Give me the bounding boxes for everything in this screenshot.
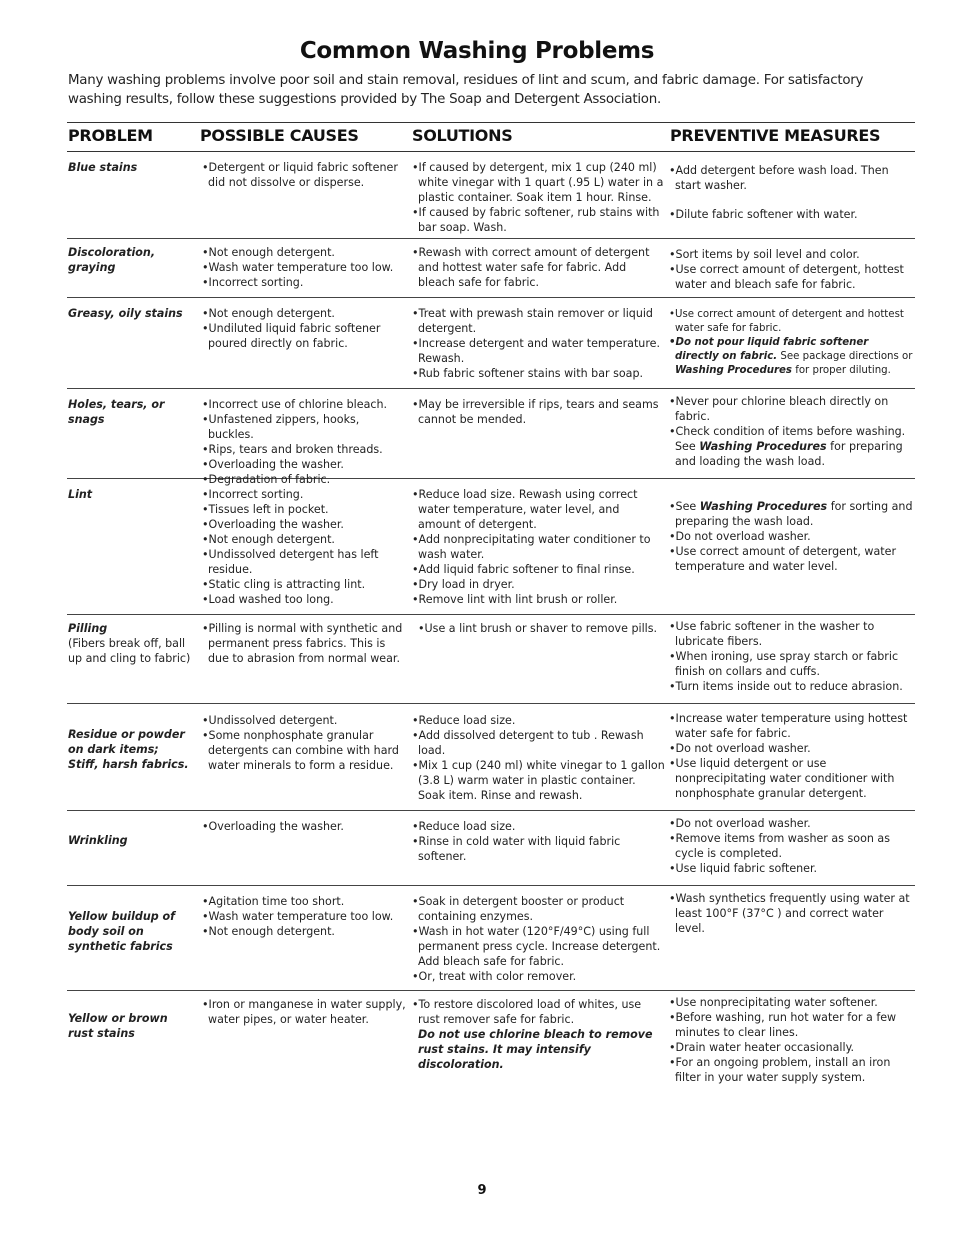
prevention-cell: •Use correct amount of detergent and hottest water safe for fabric. •Do not pour liquid fabric softener directly on fabric. See package directions or Washing Procedures for proper diluting. [669, 309, 913, 376]
page-number: 9 [477, 1183, 487, 1198]
header-problem: PROBLEM [68, 126, 153, 145]
problem-cell: Residue or powder on dark items; Stiff, harsh fabrics. [68, 728, 189, 771]
prevention-cell: •Do not overload washer. •Remove items from washer as soon as cycle is completed. •Use liquid fabric softener. [669, 817, 890, 875]
problem-cell: Pilling (Fibers break off, ball up and cling to fabric) [68, 622, 191, 665]
solutions-cell: •If caused by detergent, mix 1 cup (240 ml) white vinegar with 1 quart (.95 L) water in a plastic container. Soak item 1 hour. Rinse. •If caused by fabric softener, rub stains with bar soap. Wash. [412, 161, 664, 234]
solutions-cell: •Treat with prewash stain remover or liquid detergent. •Increase detergent and water temperature. Rewash. •Rub fabric softener stains with bar soap. [412, 307, 660, 380]
solutions-cell: •Soak in detergent booster or product containing enzymes. •Wash in hot water (120°F/49°C) using full permanent press cycle. Increase detergent. Add bleach safe for fabric. •Or, treat with color remover. [412, 895, 661, 983]
intro-paragraph: Many washing problems involve poor soil and stain removal, residues of lint and scum, and fabric damage. For satisfactory washing results, follow these suggestions provided by The Soap and Detergent Association. [68, 73, 864, 107]
table-row [67, 479, 915, 615]
table-row [67, 811, 915, 886]
problem-cell: Discoloration, graying [68, 246, 156, 274]
table-row [67, 298, 915, 389]
solutions-cell: •Reduce load size. •Rinse in cold water with liquid fabric softener. [412, 820, 621, 863]
prevention-cell: •See Washing Procedures for sorting and preparing the wash load. •Do not overload washer. •Use correct amount of detergent, water temperature and water level. [669, 500, 913, 573]
prevention-cell: •Sort items by soil level and color. •Use correct amount of detergent, hottest water and bleach safe for fabric. [669, 248, 904, 291]
washing-problems-table [67, 122, 915, 1101]
solutions-cell: •To restore discolored load of whites, use rust remover safe for fabric. Do not use chlorine bleach to remove rust stains. It may intensify discoloration. [410, 997, 665, 1072]
causes-cell: •Incorrect sorting. •Tissues left in pocket. •Overloading the washer. •Not enough detergent. •Undissolved detergent has left residue. •Static cling is attracting lint. •Load washed too long. [202, 488, 379, 606]
causes-cell: •Overloading the washer. [202, 820, 344, 833]
causes-cell: •Iron or manganese in water supply, water pipes, or water heater. [202, 998, 406, 1026]
table-header [67, 123, 915, 152]
causes-cell: •Agitation time too short. •Wash water temperature too low. •Not enough detergent. [202, 895, 394, 938]
solutions-cell: •Use a lint brush or shaver to remove pills. [418, 622, 658, 635]
problem-cell: Blue stains [68, 161, 138, 174]
problem-cell: Yellow or brown rust stains [68, 1012, 168, 1040]
header-causes: POSSIBLE CAUSES [200, 126, 359, 145]
problem-cell: Yellow buildup of body soil on synthetic fabrics [68, 910, 175, 953]
prevention-cell: •Use fabric softener in the washer to lubricate fibers. •When ironing, use spray starch or fabric finish on collars and cuffs. •Turn items inside out to reduce abrasion. [669, 620, 903, 693]
causes-cell: •Undissolved detergent. •Some nonphosphate granular detergents can combine with hard water minerals to form a residue. [202, 714, 399, 772]
problem-cell: Wrinkling [68, 834, 128, 847]
causes-cell: •Incorrect use of chlorine bleach. •Unfastened zippers, hooks, buckles. •Rips, tears and broken threads. •Overloading the washer. •Degradation of fabric. [202, 398, 388, 486]
prevention-cell: •Wash synthetics frequently using water at least 100°F (37°C ) and correct water level. [669, 892, 910, 935]
solutions-cell: •Reduce load size. •Add dissolved detergent to tub . Rewash load. •Mix 1 cup (240 ml) white vinegar to 1 gallon (3.8 L) warm water in plastic container. Soak item. Rinse and rewash. [412, 714, 665, 802]
table-row [67, 615, 915, 704]
table-row [67, 389, 915, 486]
prevention-cell: •Add detergent before wash load. Then start washer. •Dilute fabric softener with water. [669, 164, 889, 221]
causes-cell: •Detergent or liquid fabric softener did not dissolve or disperse. [202, 161, 398, 189]
page-title: Common Washing Problems [299, 38, 655, 64]
problem-cell: Lint [68, 488, 93, 501]
solutions-cell: •Reduce load size. Rewash using correct water temperature, water level, and amount of detergent. •Add nonprecipitating water conditioner to wash water. •Add liquid fabric softener to final rinse. •Dry load in dryer. •Remove lint with lint brush or roller. [412, 488, 651, 606]
table-row [67, 152, 915, 239]
solutions-cell: •May be irreversible if rips, tears and seams cannot be mended. [412, 398, 659, 426]
table-row [67, 991, 915, 1101]
header-prevention: PREVENTIVE MEASURES [670, 126, 881, 145]
prevention-cell: •Never pour chlorine bleach directly on fabric. •Check condition of items before washing. See Washing Procedures for preparing and loading the wash load. [669, 395, 906, 468]
problem-cell: Greasy, oily stains [68, 307, 183, 320]
solutions-cell: •Rewash with correct amount of detergent and hottest water safe for fabric. Add bleach safe for fabric. [412, 246, 650, 289]
problem-cell: Holes, tears, or snags [68, 398, 165, 426]
table-row [67, 239, 915, 298]
rust-warning: Do not use chlorine bleach to remove rust stains. It may intensify discoloration. [418, 1028, 653, 1071]
prevention-cell: •Use nonprecipitating water softener. •Before washing, run hot water for a few minutes to clear lines. •Drain water heater occasionally. •For an ongoing problem, install an iron filter in your water supply system. [669, 996, 897, 1084]
header-solutions: SOLUTIONS [412, 126, 513, 145]
causes-cell: •Pilling is normal with synthetic and permanent press fabrics. This is due to abrasion from normal wear. [202, 622, 403, 665]
prevention-cell: •Increase water temperature using hottest water safe for fabric. •Do not overload washer. •Use liquid detergent or use nonprecipitating water conditioner with nonphosphate granular detergent. [669, 712, 908, 800]
causes-cell: •Not enough detergent. •Wash water temperature too low. •Incorrect sorting. [202, 246, 394, 289]
causes-cell: •Not enough detergent. •Undiluted liquid fabric softener poured directly on fabric. [202, 307, 381, 350]
table-row [67, 704, 915, 811]
table-row [67, 886, 915, 991]
